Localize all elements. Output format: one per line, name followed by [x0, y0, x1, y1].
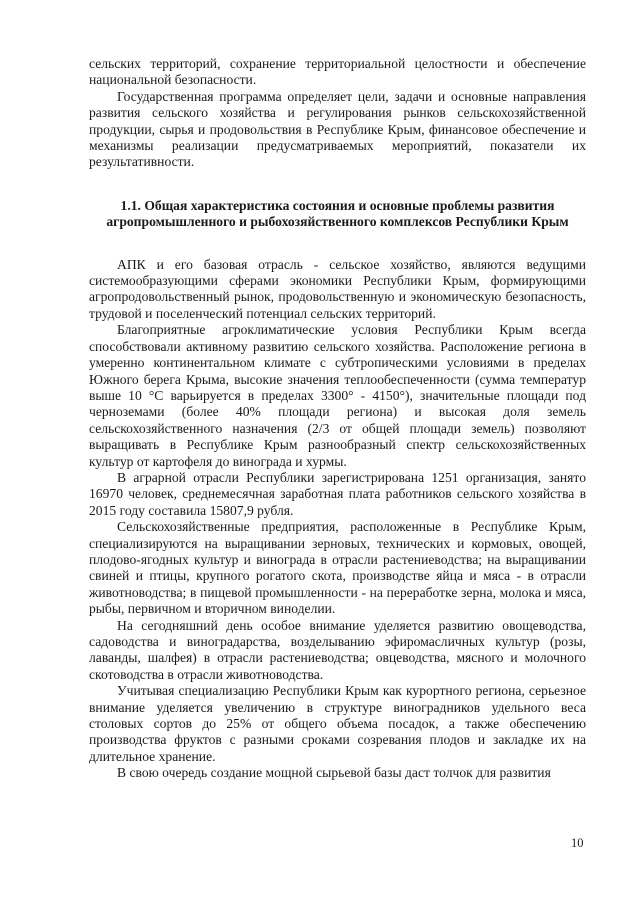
page-number: 10	[571, 836, 584, 850]
paragraph-program-goals: Государственная программа определяет цели, задачи и основные направления развития сельского хозяйства и регулирования рынков сельскохозяйственной продукции, сырья и продовольствия в Республике Крым, финансовое обеспечение и механизмы реализации предусматриваемых мероприятий, показатели их результативности.	[89, 88, 586, 170]
section-heading: 1.1. Общая характеристика состояния и основные проблемы развития агропромышленного и рыбохозяйственного комплексов Республики Крым	[106, 197, 569, 230]
document-body	[89, 56, 586, 782]
paragraph-climate: Благоприятные агроклиматические условия Республики Крым всегда способствовали активному развитию сельского хозяйства. Расположение региона в умеренно континентальном климате с субтропическими условиями в пределах Южного берега Крыма, высокие значения теплообеспеченности (сумма температур выше 10 °С варьируется в пределах 3300° - 4150°), значительные площади под черноземами (более 40% площади региона) и высокая доля земель сельскохозяйственного назначения (2/3 от общей площади земель) позволяют выращивать в Республике Крым разнообразный спектр сельскохозяйственных культур от картофеля до винограда и хурмы.	[89, 322, 586, 469]
paragraph-apk: АПК и его базовая отрасль - сельское хозяйство, являются ведущими системообразующими сферами экономики Республики Крым, формирующими агропродовольственный рынок, продовольственную и экономическую безопасность, трудовой и поселенческий потенциал сельских территорий.	[89, 256, 586, 321]
paragraph-resort-region: Учитывая специализацию Республики Крым как курортного региона, серьезное внимание уделяется увеличению в структуре виноградников удельного веса столовых сортов до 25% от общего объема посадок, а также обеспечению производства фруктов с разными сроками созревания плодов и закладке их на длительное хранение.	[89, 683, 586, 764]
paragraph-organizations: В аграрной отрасли Республики зарегистрирована 1251 организация, занято 16970 человек, среднемесячная заработная плата работников сельского хозяйства в 2015 году составила 15807,9 рубля.	[89, 469, 586, 518]
paragraph-specialization: Сельскохозяйственные предприятия, расположенные в Республике Крым, специализируются на выращивании зерновых, технических и кормовых, овощей, плодово-ягодных культур и винограда в отрасли растениеводства; на выращивании свиней и птицы, крупного рогатого скота, производстве яйца и мяса - в отрасли животноводства; в пищевой промышленности - на переработке зерна, молока и мяса, рыбы, первичном и вторичном виноделии.	[89, 519, 586, 617]
paragraph-raw-materials: В свою очередь создание мощной сырьевой базы даст толчок для развития	[117, 765, 551, 781]
paragraph-continuation: сельских территорий, сохранение территориальной целостности и обеспечение национальной безопасности.	[89, 56, 586, 88]
paragraph-current-focus: На сегодняшний день особое внимание уделяется развитию овощеводства, садоводства и виноградарства, возделыванию эфиромасличных культур (розы, лаванды, шалфея) в отрасли растениеводства; овцеводства, мясного и молочного скотоводства в отрасли животноводства.	[89, 617, 586, 682]
